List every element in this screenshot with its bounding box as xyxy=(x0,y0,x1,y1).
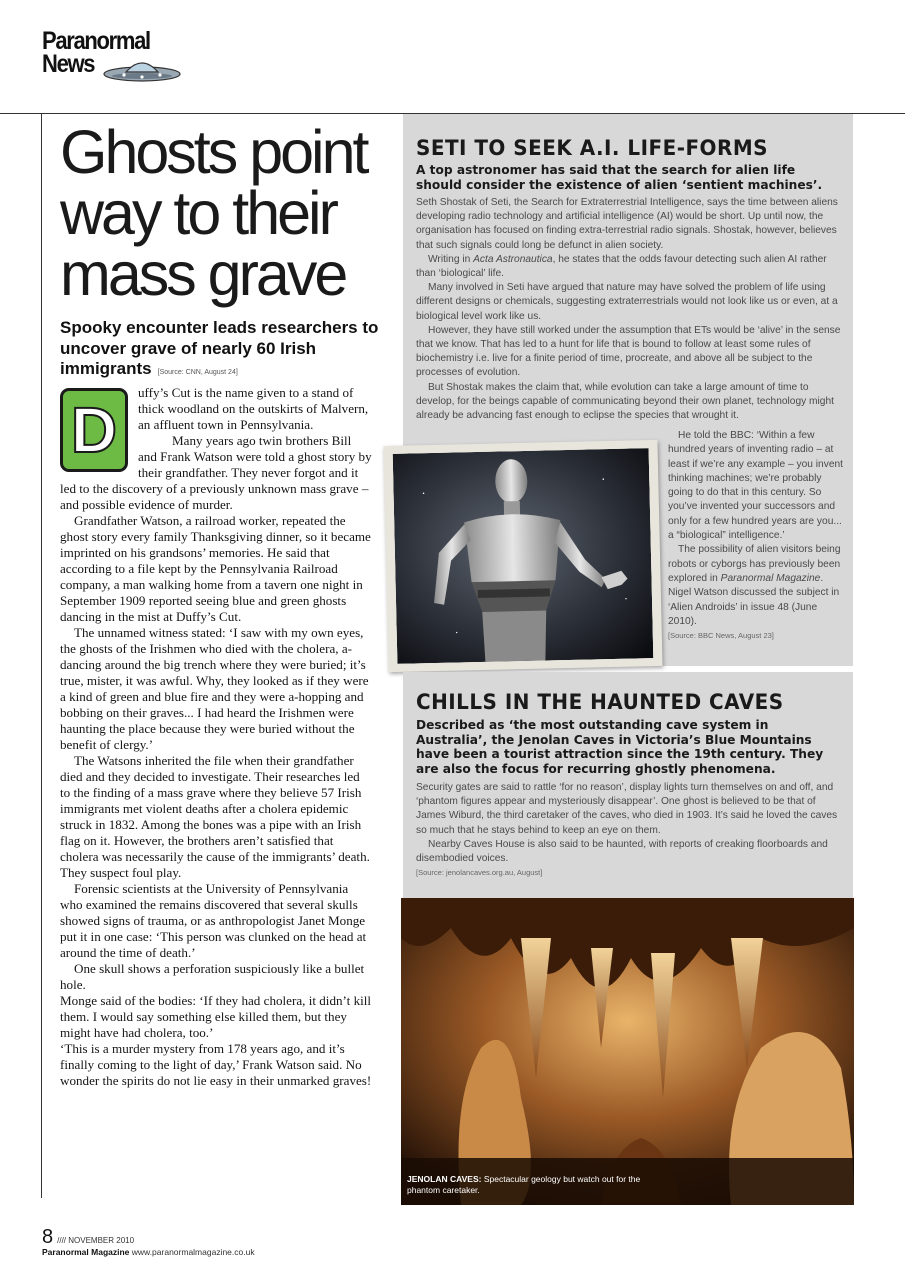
lead-paragraph: The Watsons inherited the file when their grandfather died and they decided to investigate. Their researches led to the finding of a mass grave where they believe 57 Irish immigrants met violent deaths after a cholera epidemic struck in 1832. Among the bones was a pipe with an Irish flag on it. However, the brothers aren’t satisfied that cholera was necessarily the cause of the immigrants’ death. They suspect foul play. xyxy=(60,753,370,880)
seti-paragraph: The possibility of alien visitors being robots or cyborgs has previously been explored in Paranormal Magazine. Nigel Watson discussed the subject in ‘Alien Androids’ in issue 48 (June 2010). xyxy=(668,544,841,627)
caves-caption xyxy=(407,1174,647,1195)
lead-standfirst xyxy=(60,318,380,384)
lead-paragraph: ‘This is a murder mystery from 178 years ago, and it’s finally coming to the light of day,’ Frank Watson said. No wonder the spirits do not lie easy in their unmarked graves! xyxy=(60,1041,372,1088)
robot-photo-frame xyxy=(383,440,662,672)
lead-paragraph: Monge said of the bodies: ‘If they had cholera, it didn’t kill them. I would say something else killed them, but they might have had cholera, too.’ xyxy=(60,993,372,1040)
lead-paragraph: Many years ago twin brothers Bill and Frank Watson were told a ghost story by their grandfather. They never forgot and it led to the discovery of a previously unknown mass grave – and possible evidence of murder. xyxy=(60,433,372,512)
robot-image xyxy=(393,448,654,664)
caption-text: Spectacular geology but watch out for the phantom caretaker. xyxy=(407,1174,641,1195)
lead-paragraph: The unnamed witness stated: ‘I saw with my own eyes, the ghosts of the Irishmen who died with the cholera, a-dancing around the big trench where they were buried; it’s true, mister, it was awful. Why, they looked as if they were a kind of green and blue fire and they were a-hopping and bobbing on their graves... I had heard the Irishmen were haunting the place because they were buried without the benefit of clergy.’ xyxy=(60,625,369,752)
masthead-logo xyxy=(42,27,182,90)
masthead-line1: Paranormal xyxy=(42,27,150,55)
magazine-name: Paranormal Magazine xyxy=(42,1247,130,1257)
seti-body xyxy=(416,196,844,423)
seti-paragraph: Seth Shostak of Seti, the Search for Extraterrestrial Intelligence, says the time between aliens developing radio technology and artificial intelligence (AI) would be short. Up until now, the organisation has focused on finding extra-terrestrial radio signals. Shostak, however, believes that such signals could long be defunct in alien society. xyxy=(416,197,838,251)
seti-side-column xyxy=(668,429,846,643)
lead-body xyxy=(60,385,372,1089)
folio xyxy=(42,1226,134,1249)
dropcap xyxy=(60,388,128,472)
magazine-url: www.paranormalmagazine.co.uk xyxy=(129,1247,255,1257)
seti-paragraph: However, they have still worked under the assumption that ETs would be ‘alive’ in the sense that we know. That has led to a hunt for life that is bound to follow at least some rules of biochemistry i.e. live for a finite period of time, procreate, and above all be subject to the processes of evolution. xyxy=(416,324,841,379)
seti-paragraph: Writing in Acta Astronautica, he states that the odds favour detecting such alien AI rather than ‘biological’ life. xyxy=(416,253,827,280)
lead-source: [Source: CNN, August 24] xyxy=(157,369,238,376)
margin-rule xyxy=(41,113,42,1198)
ufo-icon xyxy=(100,52,184,88)
standfirst-text: Spooky encounter leads researchers to uncover grave of nearly 60 Irish immigrants xyxy=(60,318,379,378)
seti-paragraph: He told the BBC: ‘Within a few hundred years of inventing radio – at least if we’re any example – you invent thinking machines; we’re probably going to do that in this century. So you’ve invented your successors and only for a few hundred years are you... a “biological” intelligence.’ xyxy=(668,430,843,542)
seti-source: [Source: BBC News, August 23] xyxy=(668,631,774,641)
caves-subhead: Described as ‘the most outstanding cave system in Australia’, the Jenolan Caves in Victoria’s Blue Mountains have been a tourist attraction since the 19th century. They are also the focus for recurring ghostly phenomena. xyxy=(416,718,824,776)
caves-image xyxy=(401,898,854,1205)
dropcap-letter: D xyxy=(70,394,118,466)
caption-label: JENOLAN CAVES: xyxy=(407,1174,482,1184)
footer-credit xyxy=(42,1247,255,1257)
caves-paragraph: Nearby Caves House is also said to be haunted, with reports of creaking floorboards and disembodied voices. xyxy=(416,838,828,865)
caves-headline: CHILLS IN THE HAUNTED CAVES xyxy=(416,690,784,714)
lead-paragraph: uffy’s Cut is the name given to a stand of thick woodland on the outskirts of Malvern, an affluent town in Pennsylvania. xyxy=(138,385,369,432)
caves-body xyxy=(416,781,844,880)
seti-headline: SETI TO SEEK A.I. LIFE-FORMS xyxy=(416,136,769,160)
seti-paragraph: Many involved in Seti have argued that nature may have solved the problem of life using different designs or chemicals, suggesting extraterrestrials would not look like us or even, at a biological level work like us. xyxy=(416,282,838,322)
lead-paragraph: Grandfather Watson, a railroad worker, repeated the ghost story every family Thanksgiving dinner, so it became imprinted on his grandsons’ memories. He said that according to a file kept by the Pennsylvania Railroad company, a man walking home from a tavern one night in September 1909 reported seeing blue and green ghosts dancing in the mist at Duffy’s Cut. xyxy=(60,513,371,624)
seti-subhead: A top astronomer has said that the search for alien life should consider the existence of alien ‘sentient machines’. xyxy=(416,163,823,192)
masthead-line2: News xyxy=(42,50,95,78)
caves-paragraph: Security gates are said to rattle ‘for no reason’, display lights turn themselves on and off, and ‘phantom figures appear and mysteriously disappear’. One ghost is believed to be that of James Wiburd, the third caretaker of the caves, who died in 1903. It’s said he loved the caves so much that he stays behind to keep an eye on them. xyxy=(416,782,838,836)
lead-paragraph: One skull shows a perforation suspiciously like a bullet hole. xyxy=(60,961,365,992)
page-number: 8 xyxy=(42,1226,54,1248)
lead-paragraph: Forensic scientists at the University of Pennsylvania who examined the remains discovered that several skulls showed signs of trauma, or as anthropologist Janet Monge put it in one case: ‘This person was clunked on the head at around the time of death.’ xyxy=(60,881,367,960)
issue-date: //// NOVEMBER 2010 xyxy=(57,1236,135,1245)
caves-source: [Source: jenolancaves.org.au, August] xyxy=(416,868,543,878)
seti-paragraph: But Shostak makes the claim that, while evolution can take a large amount of time to develop, for the beings capable of communicating beyond their own planet, technology might already be advancing fast enough to eclipse the species that wrought it. xyxy=(416,381,834,422)
lead-headline: Ghosts point way to their mass grave xyxy=(60,118,367,308)
